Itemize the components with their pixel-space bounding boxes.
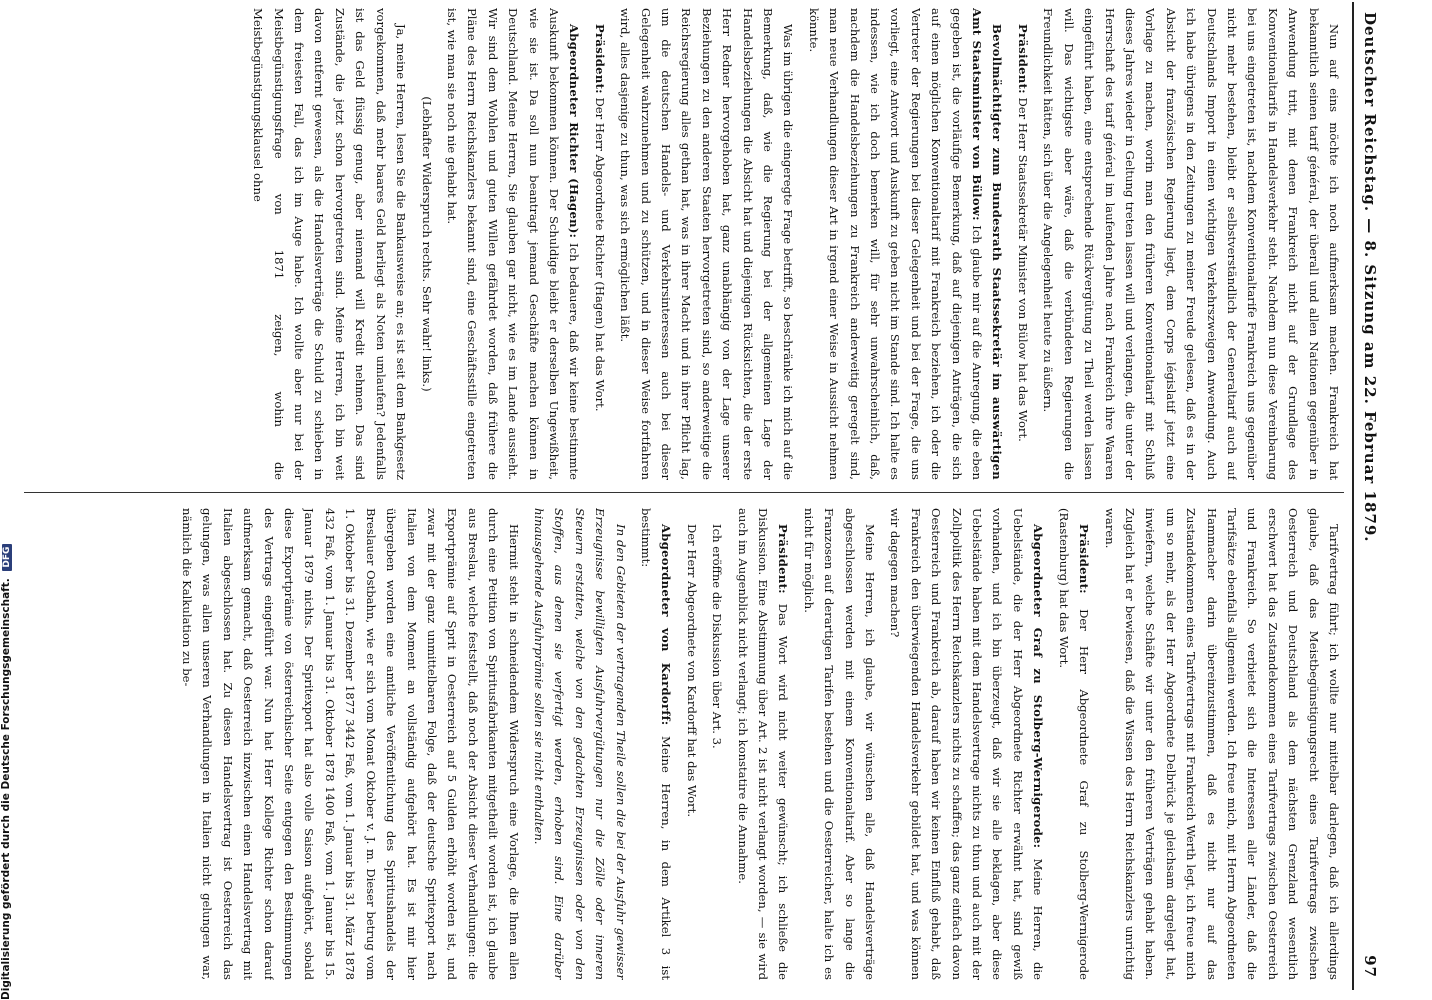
speaker-paragraph xyxy=(885,508,1048,980)
speech-text: Ich bedauere, daß wir keine bestimmte Auskunft bekommen können. Der Schuldige bleibt er derselben Ungewißheit, wie sie ist. Da soll nun beantragt jemand Geschäfte machen können in Deutschland. Meine Herren, Sie glauben gar nicht, wie es im Lande aussieht. Wir sind dem Wohlen und guten Willen gefährdet worden, daß frühere die Pläne des Herrn Reichskanzlers bekannt sind, eine Geschäftsstille eingetreten ist, wie man sie noch nie gehabt hat. xyxy=(444,8,582,480)
paragraph: Ja, meine Herren, lesen Sie die Bankausweise an; es ist seit dem Bankgesetz vorgekommen, daß mehr baares Geld herliegt als Noten umlaufen? Jedenfalls ist das Geld flüssig genug, aber niemand will Kredit nehmen. Das sind Zustände, die jetzt schon hervorgetreten sind. Meine Herren, ich bin weit davon entfernt gewesen, als die Handelsverträge die Schuld zu schieben in dem freiesten Fall, das ich im Auge habe. Ich wollte aber nur bei der Meistbegünstigungsfrage von 1871 zeigen, wohin die Meistbegünstigungsklausel ohne xyxy=(251,8,409,480)
speaker-name: Präsident: xyxy=(1015,24,1030,94)
speaker-name: Abgeordneter Graf zu Stolberg-Wernigerode: xyxy=(1031,524,1046,849)
speaker-name: Präsident: xyxy=(776,524,791,594)
stage-direction: (Lebhafter Widerspruch rechts. Sehr wahr! links.) xyxy=(419,96,434,392)
digitization-credit xyxy=(0,0,14,1000)
running-header xyxy=(1352,2,1384,990)
speaker-paragraph xyxy=(442,8,585,480)
speaker-paragraph xyxy=(803,8,1007,480)
speech-text: Meine Herren, in dem Artikel 3 ist bestimmt: xyxy=(639,508,674,980)
speaker-name: Bevollmächtigter zum Bundesrath Staatssekretär im auswärtigen Amt Staatsminister von Bülow: xyxy=(970,8,1005,480)
paragraph: Tarifvertrag führt; ich wollte nur mittelbar darlegen, daß ich allerdings glaube, daß das Meistbegünstigungsrecht eines Tarifvertrags zwischen Oesterreich und Deutschland als dem nächsten Grenzland wesentlich erschwert hat das Zustandekommen eines Tarifvertrags zwischen Oesterreich und Frankreich. So verbietet sich die Interessen aller Länder, daß die Tarifsätze ebenfalls allgemein werden. Ich freue mich, mit Herrn Abgeordneten Hammacher darin übereinzustimmen, daß es nicht nur auf das Zustandekommen eines Tarifvertrags mit Frankreich Werth legt, ich freue mich um so mehr, als der Herr Abgeordnete Delbrück je gleichsam dargelegt hat, inwiefern, welche Schäfte wir unter den früheren Verträgen gehabt haben. Zugleich hat er bewiesen, daß die Wissen des Herrn Reichskanzlers unrichtig waren. xyxy=(1102,508,1341,980)
credit-text: Digitalisierung gefördert durch die Deutsche Forschungsgemeinschaft. xyxy=(0,578,12,1000)
paragraph: Nun auf eins möchte ich noch aufmerksam machen. Frankreich hat bekanntlich seinen tarif général, der überall und allen Nationen gegenüber in Anwendung tritt, mit denen Frankreich nicht auf der Grundlage des Konventionaltarifs in Handelsverkehr steht. Nachdem nun diese Vereinbarung bei uns eingetreten ist, nachdem Konventionaltarife Frankreich uns gegenüber nicht mehr bestehen, bleibt er selbstverständlich der Generaltarif auch auf Deutschlands Import in einen wichtigen Verkehrszweigen Anwendung. Auch ich habe übrigens in den Zeitungen zu meiner Freude gelesen, daß es in der Absicht der französischen Regierung liegt, dem Corps législatif jetzt eine Vorlage zu machen, worin man den früheren Konventionaltarif mit Schluß dieses Jahres wieder in Geltung treten lassen will und verlangen, die unter der Herrschaft des tarif général im laufenden Jahre nach Frankreich ihre Waaren eingeführt haben, eine entsprechende Rückvergütung zu Theil werden lassen will. Das wichtigste aber wäre, daß die verbündeten Regierungen die Freundlichkeit hätten, sich über die Angelegenheit heute zu äußern. xyxy=(1041,8,1341,480)
speaker-paragraph xyxy=(732,508,793,980)
speaker-name: Abgeordneter von Kardorff: xyxy=(659,524,674,726)
speech-text: Meine Herren, die Uebelstände, die der Herr Abgeordnete Richter erwähnt hat, sind gewiß vorhanden, und ich bin überzeugt, daß wir sie alle beklagen, aber diese Uebelstände haben mit dem Handelsvertrage nichts zu thun und auch mit der Zollpolitik des Herrn Reichskanzlers nichts zu schaffen; das ganz einfach davon Oesterreich und Frankreich ab, darauf haben wir keinen Einfluß gehabt, daß Frankreich den überwiegenden Handelsverkehr gebildet hat, und was können wir dagegen machen? xyxy=(888,508,1046,980)
column-divider xyxy=(24,492,1344,493)
speaker-name: Präsident: xyxy=(592,24,607,94)
speaker-name: Präsident: xyxy=(1077,524,1092,594)
page-number: 97 xyxy=(1361,955,1379,978)
running-header-title: Deutscher Reichstag. — 8. Sitzung am 22. Februar 1879. xyxy=(1361,12,1379,543)
speaker-name: Abgeordneter Richter (Hagen): xyxy=(567,24,582,239)
paragraph: Meine Herren, ich glaube, wir wünschen alle, daß Handelsverträge abgeschlossen werden mit einem Konventionaltarif. Aber so lange die Franzosen auf derartigen Tarifen bestehen und die Oesterreicher, halte ich es nicht für möglich. xyxy=(801,508,878,980)
speech-text: Der Herr Staatssekretär Minister von Bülow hat das Wort. xyxy=(1015,93,1030,442)
text-column-right xyxy=(19,508,1344,980)
paragraph: Was im übrigen die eingeregte Frage betrifft, so beschränke ich mich auf die Bemerkung, daß, wie die Regierung bei der allgemeinen Lage der Handelsbeziehungen die Absicht hat und diejenigen Rücksichten, die der erste Herr Redner hervorgehoben hat, ganz unabhängig von der Lage unserer Beziehungen zu den anderen Staaten hervorgetreten sind, so anderweitige die Reichsregierung alles gethan hat, was in ihrer Macht und in ihrer Pflicht lag, um die deutschen Handels- und Verkehrsinteressen auch bei dieser Gelegenheit wahrzunehmen und zu schützen, und in dieser Weise fortfahren wird, alles dasjenige zu thun, was sich ermöglichen läßt. xyxy=(618,8,796,480)
dfg-logo: DFG xyxy=(2,544,12,571)
paragraph: Der Herr Abgeordnete von Kardorff hat das Wort. xyxy=(684,524,699,818)
speaker-paragraph xyxy=(1053,508,1094,980)
speaker-paragraph xyxy=(589,8,609,480)
paragraph: Ich eröffne die Diskussion über Art. 3. xyxy=(710,524,725,749)
speech-text: Der Herr Abgeordnete Richter (Hagen) hat das Wort. xyxy=(592,93,607,412)
speech-text: Ich glaube mir auf die Anregung, die eben gegeben ist, die vorläufige Bemerkung, daß auf diejenigen Anträgen, die sich auf einen möglichen Konventionaltarif mit Frankreich beziehen, ich oder die Vertreter der Regierungen bei dieser Gelegenheit und bei der Frage, die uns vorliegt, eine Antwort und Auskunft zu geben nicht im Stande sind. Ich halte es indessen, wie ich doch bemerken will, für sehr unwahrscheinlich, daß, nachdem die Handelsbeziehungen zu Frankreich anderweitig geregelt sind, man neue Verhandlungen dieser Art in irgend einer Weise in Aussicht nehmen könnte. xyxy=(806,8,985,480)
text-column-left xyxy=(19,8,1344,480)
speech-text: Das Wort wird nicht weiter gewünscht; ich schließe die Diskussion. Eine Abstimmung über Art. 2 ist nicht verlangt worden, — sie wird auch im Augenblick nicht verlangt; ich konstatire die Annahme. xyxy=(735,508,791,980)
speaker-paragraph xyxy=(1013,8,1033,480)
speaker-paragraph xyxy=(636,508,677,980)
speech-text: Der Herr Abgeordnete Graf zu Stolberg-Wernigerode (Rastenburg) hat das Wort. xyxy=(1056,508,1092,980)
scanned-page xyxy=(12,2,1384,990)
quoted-article: In den Gebieten der vertragenden Theile sollen die bei der Ausfuhr gewisser Erzeugnisse bewilligten Ausfuhrvergütungen nur die Zölle oder inneren Steuern erstatten, welche von den gedachten Erzeugnissen oder von den Stoffen, aus denen sie verfertigt werden, erhoben sind. Eine darüber hinausgehende Ausfuhrprämie sollen sie nicht enthalten. xyxy=(531,508,628,980)
paragraph: Hiermit steht in schneidendem Widerspruch eine Vorlage, die Ihnen allen durch eine Petition von Spiritusfabrikanten mitgetheilt worden ist, ich glaube aus Breslau, welche feststellt, daß noch der Absicht dieser Verhandlungen: die Exportprämie auf Sprit in Oesterreich auf 5 Gulden erhöht worden ist, und zwar mit der ganz unmittelbaren Folge, daß der deutsche Spritexport nach Italien von dem Moment an vollständig aufgehört hat. Es ist mir hier übergeben worden eine amtliche Veröffentlichung des Spiritushandels der Breslauer Ostbahn, wie er sich vom Monat Oktober v. J. m. Dieser betrug vom 1. Oktober bis 31. Dezember 1877 3442 Faß, vom 1. Januar bis 31. März 1878 432 Faß, vom 1. Januar bis 31. Oktober 1878 1400 Faß, vom 1. Januar bis 15. Januar 1879 nichts. Der Spritexport hat also volle Saison aufgehört, sobald diese Exportprämie von österreichischer Seite entgegen den Bestimmungen des Vertrags eingeführt war. Nun hat Herr Kollege Richter schon darauf aufmerksam gemacht, daß Oesterreich inzwischen einen Handelsvertrag mit Italien abgeschlossen hat. Zu diesen Handelsvertrag ist Oesterreich das gelungen, was allen unseren Verhandlungen in Italien nicht gelungen war, nämlich die Kalkulation zu be- xyxy=(180,508,521,980)
